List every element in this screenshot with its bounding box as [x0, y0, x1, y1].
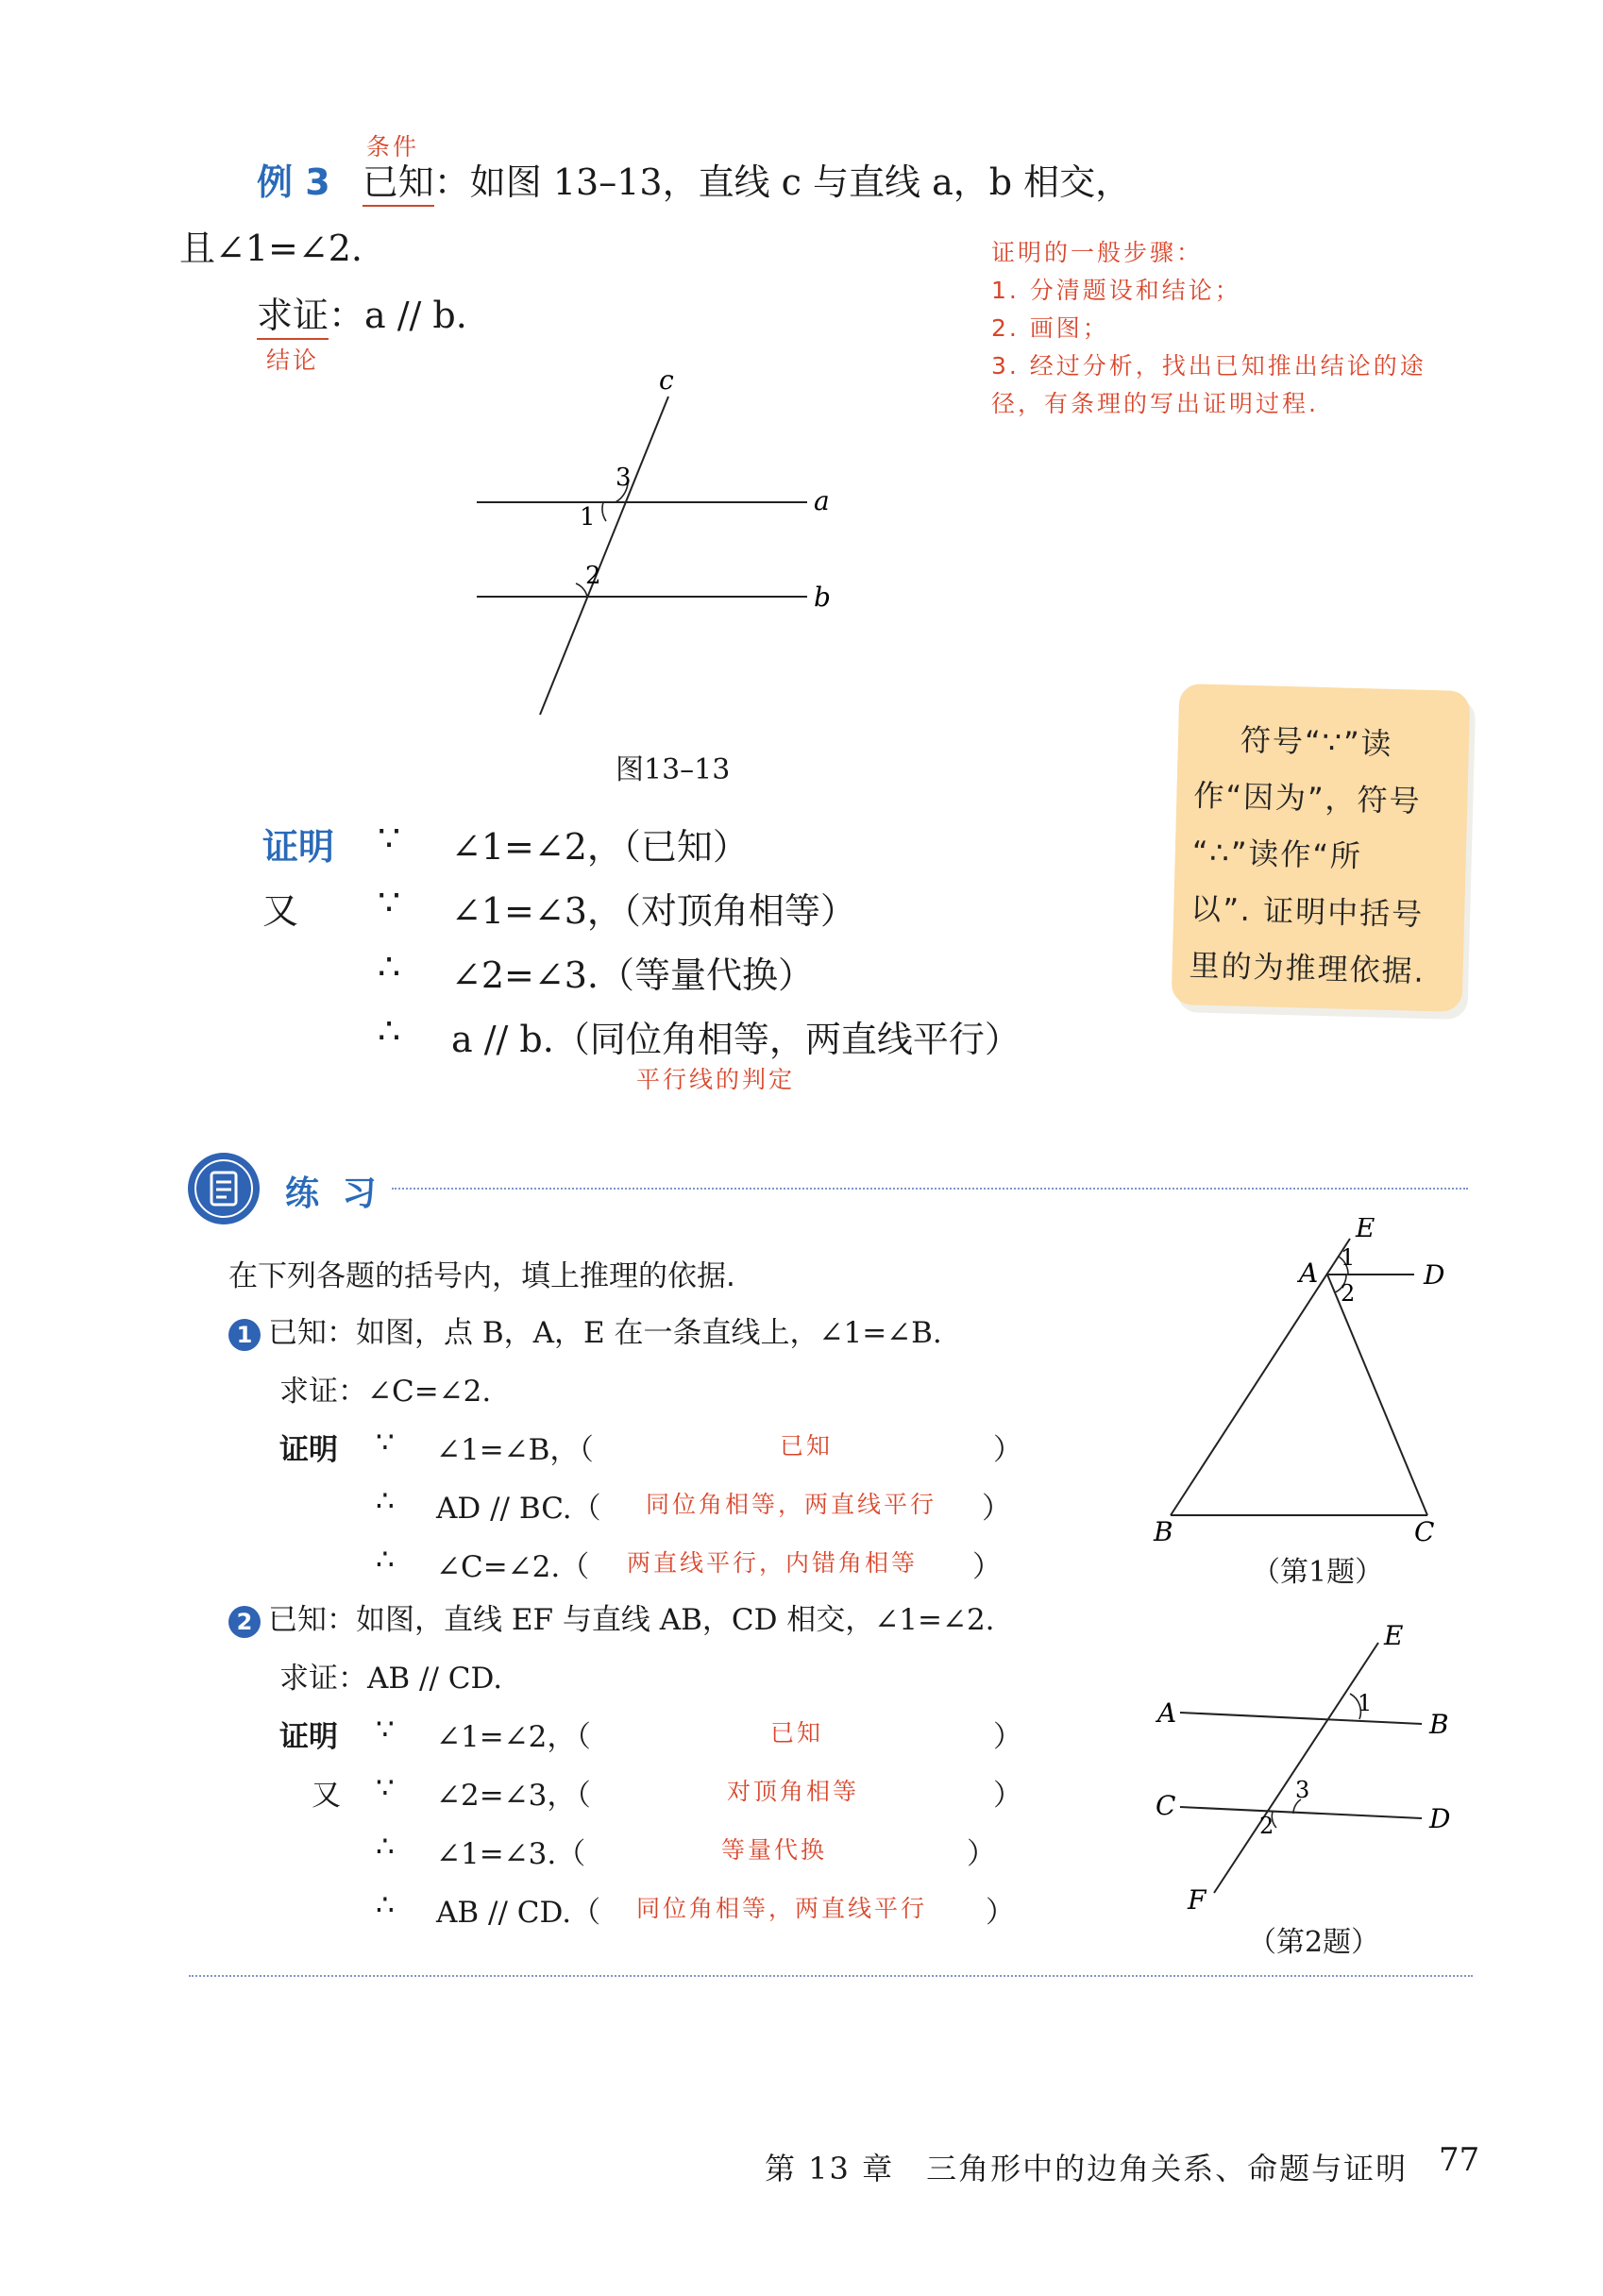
q2-answer: 同位角相等，两直线平行 — [636, 1895, 928, 1922]
q1-caption: （第1题） — [1252, 1556, 1384, 1589]
given-continued: 且∠1=∠2. — [179, 228, 363, 269]
practice-divider-bottom — [189, 1975, 1473, 1977]
proof-line: ∠2=∠3.（等量代换） — [451, 954, 814, 996]
example-statement — [257, 153, 1131, 205]
q2-caption: （第2题） — [1248, 1926, 1380, 1959]
practice-intro: 在下列各题的括号内，填上推理的依据. — [228, 1259, 735, 1293]
close-paren: ） — [993, 1779, 1022, 1813]
close-paren: ） — [967, 1837, 996, 1871]
practice-divider-top — [392, 1188, 1468, 1190]
label-E: E — [1384, 1624, 1404, 1651]
q2-number: 2 — [228, 1606, 261, 1638]
q1-proof-label: 证明 — [279, 1433, 338, 1467]
note-line: “∴”读作“所 — [1191, 834, 1363, 875]
q2-proof-label: 证明 — [279, 1720, 338, 1754]
q1-statement: ∠C=∠2.（ — [436, 1550, 590, 1584]
line-AB — [1180, 1713, 1422, 1724]
steps-item: 1. 分清题设和结论； — [991, 277, 1241, 304]
label-D: D — [1424, 1259, 1445, 1291]
practice-title: 练 习 — [285, 1174, 382, 1213]
proof-also: 又 — [262, 890, 299, 932]
label-1: 1 — [1358, 1690, 1373, 1716]
label-c: c — [659, 368, 674, 396]
q2-statement: ∠2=∠3，（ — [436, 1779, 591, 1813]
q1-statement: AD // BC.（ — [436, 1492, 601, 1526]
q1-answer: 两直线平行，内错角相等 — [627, 1549, 919, 1577]
steps-note — [991, 234, 1426, 423]
q1-symbol: ∵ — [376, 1426, 395, 1460]
label-D: D — [1429, 1803, 1451, 1834]
label-C: C — [1156, 1790, 1176, 1821]
q1-given: 1 已知：如图，点 B，A，E 在一条直线上，∠1=∠B. — [228, 1308, 942, 1351]
page-number: 77 — [1439, 2141, 1480, 2179]
figure-caption: 图13–13 — [616, 753, 731, 786]
proof-symbol: ∴ — [378, 946, 401, 988]
q1-answer: 已知 — [780, 1432, 834, 1460]
note-line: 里的为推理依据. — [1189, 947, 1426, 989]
proof-line: ∠1=∠2，（已知） — [451, 826, 749, 868]
q2-answer: 已知 — [770, 1719, 824, 1747]
proof-symbol: ∵ — [378, 818, 401, 859]
label-F: F — [1188, 1884, 1206, 1916]
steps-item: 2. 画图； — [991, 314, 1109, 342]
q1-prove: 求证：∠C=∠2. — [279, 1375, 492, 1409]
line-BE — [1171, 1239, 1350, 1515]
close-paren: ） — [982, 1492, 1011, 1526]
proof-line: a // b.（同位角相等，两直线平行） — [451, 1019, 1021, 1060]
q1-symbol: ∴ — [376, 1543, 395, 1577]
given-word: 已知 — [363, 161, 434, 207]
q2-figure — [1142, 1624, 1492, 1935]
label-A: A — [1299, 1258, 1319, 1289]
q1-number: 1 — [228, 1319, 261, 1351]
q2-statement: ∠1=∠3.（ — [436, 1837, 586, 1871]
label-b: b — [814, 582, 831, 613]
angle-1-arc — [602, 502, 606, 521]
annotation-parallel-criterion: 平行线的判定 — [636, 1066, 796, 1093]
proof-symbol: ∴ — [378, 1010, 401, 1052]
prove-word: 求证 — [257, 295, 329, 340]
label-2: 2 — [1341, 1280, 1356, 1307]
q2-symbol: ∴ — [376, 1888, 395, 1922]
line-AC — [1327, 1275, 1427, 1515]
q2-prove: 求证：AB // CD. — [279, 1662, 503, 1696]
label-2: 2 — [585, 562, 601, 590]
label-1: 1 — [1341, 1244, 1356, 1271]
proof-label: 证明 — [262, 826, 335, 868]
q2-symbol: ∵ — [376, 1771, 395, 1805]
q2-statement: AB // CD.（ — [436, 1896, 601, 1930]
example-label: 例 3 — [257, 161, 330, 203]
practice-icon — [185, 1150, 262, 1227]
note-line: 作“因为”，符号 — [1192, 777, 1422, 819]
label-B: B — [1429, 1709, 1449, 1740]
line-CD — [1180, 1807, 1422, 1818]
steps-title: 证明的一般步骤： — [991, 239, 1204, 266]
proof-line: ∠1=∠3，（对顶角相等） — [451, 890, 856, 932]
prove-statement — [257, 286, 467, 338]
annotation-conclusion: 结论 — [266, 346, 320, 374]
note-line: 符号“∵”读 — [1240, 721, 1393, 762]
label-A: A — [1157, 1697, 1177, 1729]
chapter-footer: 第 13 章 三角形中的边角关系、命题与证明 — [765, 2151, 1409, 2186]
label-3: 3 — [1295, 1777, 1310, 1803]
given-text: ：如图 13–13，直线 c 与直线 a，b 相交， — [433, 161, 1132, 203]
q1-answer: 同位角相等，两直线平行 — [646, 1491, 937, 1518]
proof-symbol: ∵ — [378, 882, 401, 923]
q2-given: 2 已知：如图，直线 EF 与直线 AB，CD 相交，∠1=∠2. — [228, 1595, 995, 1638]
label-a: a — [814, 485, 830, 516]
q2-also: 又 — [312, 1779, 341, 1813]
symbol-note — [1172, 684, 1471, 1012]
annotation-condition: 条件 — [366, 133, 420, 160]
q2-answer: 等量代换 — [721, 1836, 828, 1864]
q2-statement: ∠1=∠2，（ — [436, 1720, 591, 1754]
label-3: 3 — [616, 464, 632, 492]
steps-item: 3. 经过分析，找出已知推出结论的途 — [991, 352, 1426, 380]
line-EF — [1214, 1643, 1378, 1893]
label-C: C — [1414, 1516, 1435, 1547]
figure-13-13 — [453, 368, 850, 727]
q2-symbol: ∵ — [376, 1713, 395, 1747]
close-paren: ） — [993, 1720, 1022, 1754]
q2-symbol: ∴ — [376, 1830, 395, 1864]
label-1: 1 — [580, 503, 596, 532]
note-line: 以”. 证明中括号 — [1190, 890, 1425, 933]
q2-answer: 对顶角相等 — [727, 1778, 860, 1805]
label-E: E — [1356, 1218, 1375, 1243]
q1-symbol: ∴ — [376, 1484, 395, 1518]
q1-statement: ∠1=∠B，（ — [436, 1433, 594, 1467]
steps-item: 径，有条理的写出证明过程. — [991, 390, 1319, 417]
prove-text: ：a // b. — [329, 295, 467, 336]
close-paren: ） — [986, 1896, 1015, 1930]
label-2: 2 — [1259, 1813, 1274, 1839]
label-B: B — [1154, 1516, 1173, 1547]
close-paren: ） — [972, 1550, 1002, 1584]
close-paren: ） — [993, 1433, 1022, 1467]
line-c — [540, 397, 668, 715]
